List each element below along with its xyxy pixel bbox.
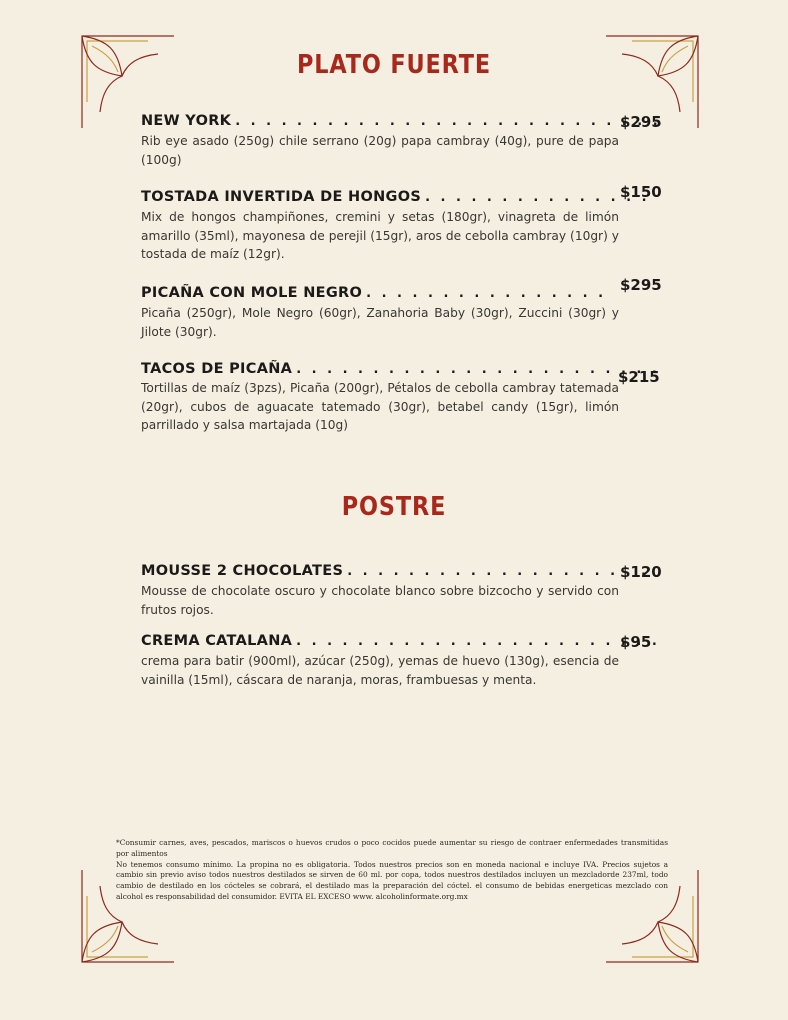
item-name: CREMA CATALANA: [141, 633, 293, 649]
item-description: crema para batir (900ml), azúcar (250g), yemas de huevo (130g), esencia de vainilla (15ml), cáscara de naranja, moras, frambuesas y menta.: [141, 654, 619, 687]
section-title-main: PLATO FUERTE: [296, 50, 492, 80]
section-title-dessert: POSTRE: [341, 492, 447, 522]
item-price: $120: [620, 563, 662, 581]
item-price: $95: [620, 633, 652, 651]
item-name: TOSTADA INVERTIDA DE HONGOS: [141, 189, 422, 205]
dot-leader: [296, 634, 657, 649]
dot-leader: [296, 362, 657, 377]
item-name: NEW YORK: [141, 113, 232, 129]
item-price: $150: [620, 183, 662, 201]
dot-leader: [366, 286, 609, 301]
legal-footnote: [116, 838, 668, 903]
menu-item-mousse: [141, 563, 662, 619]
item-description: Picaña (250gr), Mole Negro (60gr), Zanahoria Baby (30gr), Zuccini (30gr) y Jilote (30gr).: [141, 306, 619, 339]
item-price: $295: [620, 276, 662, 294]
menu-item-new-york: [141, 113, 662, 169]
item-name: PICAÑA CON MOLE NEGRO: [141, 285, 363, 301]
menu-item-picana-mole: [141, 276, 662, 341]
footnote-health-warning: *Consumir carnes, aves, pescados, mariscos o huevos crudos o poco cocidos puede aumentar su riesgo de contraer enfermedades transmitidas por alimentos: [116, 838, 668, 858]
item-name: MOUSSE 2 CHOCOLATES: [141, 563, 344, 579]
item-name: TACOS DE PICAÑA: [141, 361, 293, 377]
menu-item-tostada-invertida: [141, 183, 662, 264]
menu-item-tacos-picana: [141, 361, 659, 435]
menu-item-crema-catalana: [141, 633, 659, 689]
item-description: Mousse de chocolate oscuro y chocolate blanco sobre bizcocho y servido con frutos rojos.: [141, 584, 619, 617]
item-description: Tortillas de maíz (3pzs), Picaña (200gr), Pétalos de cebolla cambray tatemada (20gr), cubos de aguacate tatemado (30gr), betabel candy (15gr), limón parrillado y salsa martajada (10g): [141, 381, 619, 432]
dot-leader: [347, 564, 657, 579]
item-description: Rib eye asado (250g) chile serrano (20g) papa cambray (40g), pure de papa (100g): [141, 134, 619, 167]
item-price: $215: [618, 368, 660, 386]
footnote-pricing-policy: No tenemos consumo mínimo. La propina no es obligatoria. Todos nuestros precios son en moneda nacional e incluye IVA. Precios sujetos a cambio sin previo aviso todos nuestros destilados se sirven de 60 ml. por copa, todos nuestros destilados incluyen un mezcladorde 237ml, todo cambio de destilado en los cócteles se cobrará, el destilado mas la preparación del cóctel. el consumo de bebidas energeticas mezclado con alcohol es responsabilidad del consumidor. EVITA EL EXCESO www. alcoholinformate.org.mx: [116, 859, 668, 901]
item-description: Mix de hongos champiñones, cremini y setas (180gr), vinagreta de limón amarillo (35ml), mayonesa de perejil (15gr), aros de cebolla cambray (10gr) y tostada de maíz (12gr).: [141, 210, 619, 261]
dot-leader: [235, 114, 657, 129]
item-price: $295: [620, 113, 662, 131]
